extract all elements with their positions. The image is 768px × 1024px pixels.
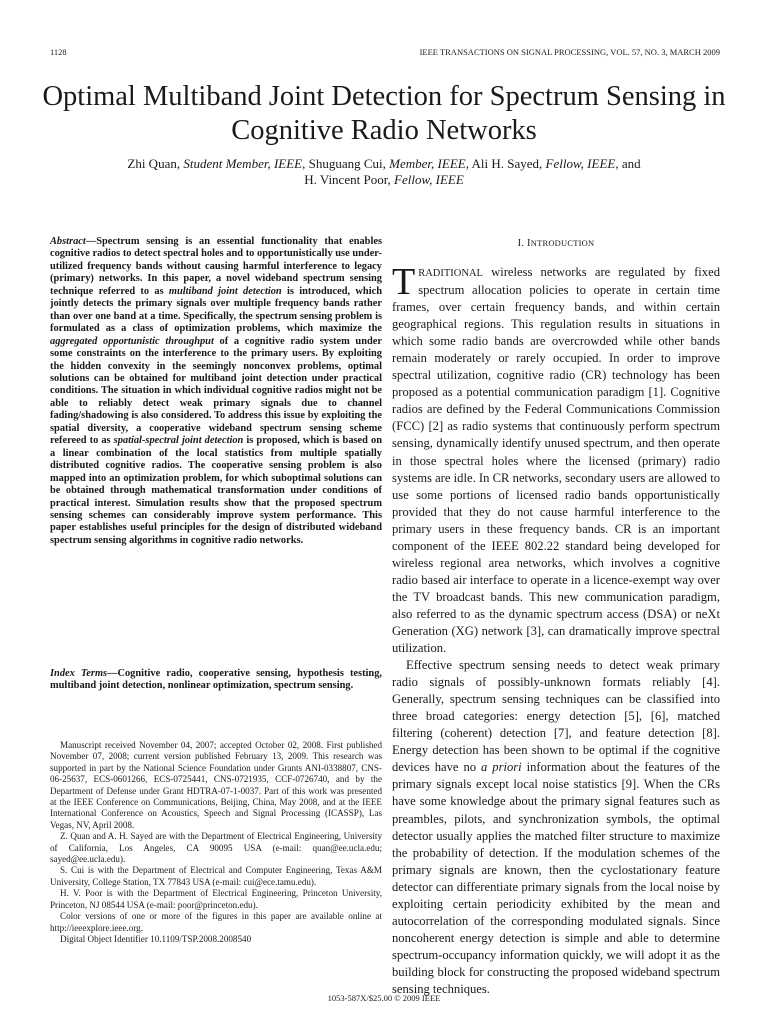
- footnote-affiliation: H. V. Poor is with the Department of Electrical Engineering, Princeton University, Princeton, NJ 08544 USA (e-mail: poor@princeton.edu).: [50, 888, 382, 910]
- section-heading: [392, 238, 720, 249]
- abstract-term: aggregated opportunistic throughput: [50, 335, 214, 347]
- abstract-dash: —: [85, 236, 97, 247]
- italic-phrase: a priori: [481, 760, 522, 775]
- abstract-text: is introduced, which jointly detects the primary signals over multiple frequency bands rather than over one band at a time. Specifically, the spectrum sensing problem is formulated as a class of optimization problems, which maximize the: [50, 285, 382, 335]
- author-name: Shuguang Cui: [308, 156, 383, 171]
- abstract: [50, 236, 382, 547]
- abstract-text: of a cognitive radio system under some constraints on the interference to the primary users. By exploiting the hidden convexity in the seemingly nonconvex problems, optimal solutions can be obtained for multiband joint detection under practical conditions. The situation in which individual cognitive radios might not be able to reliably detect weak primary signals due to channel fading/shadowing is also considered. To address this issue by exploiting the spatial diversity, a cooperative wideband spectrum sensing scheme refereed to as: [50, 335, 382, 447]
- author-role: Student Member, IEEE: [183, 156, 303, 171]
- introduction-text: [392, 261, 720, 998]
- index-terms-heading: Index Terms: [50, 668, 108, 679]
- first-page-footnotes: [50, 740, 382, 945]
- author-role: Fellow, IEEE: [394, 172, 464, 187]
- index-terms-dash: —: [107, 668, 118, 679]
- lead-word: RADITIONAL: [418, 268, 483, 279]
- author-role: Fellow, IEEE: [545, 156, 616, 171]
- author-name: Ali H. Sayed: [471, 156, 540, 171]
- page-number: 1128: [50, 47, 67, 57]
- author-separator: , and: [615, 156, 641, 171]
- section-title-rest: NTRODUCTION: [530, 238, 595, 248]
- abstract-text: is proposed, which is based on a linear combination of the local statistics from multiple spatially distributed cognitive radios. The cooperative sensing problem is also mapped into an optimization problem, for which suboptimal solutions can be obtained through mathematical transformation under conditions of practical interest. Simulation results show that the proposed spectrum sensing schemes can considerably improve system performance. This paper establishes useful principles for the design of distributed wideband spectrum sensing algorithms in cognitive radio networks.: [50, 435, 382, 546]
- author-name: Zhi Quan: [127, 156, 177, 171]
- copyright-footer: 1053-587X/$25.00 © 2009 IEEE: [327, 993, 441, 1003]
- paper-title: Optimal Multiband Joint Detection for Spectrum Sensing in Cognitive Radio Networks: [42, 81, 726, 146]
- paragraph: [392, 261, 720, 657]
- paragraph: [392, 657, 720, 998]
- index-terms-text: Cognitive radio, cooperative sensing, hypothesis testing, multiband joint detection, nonlinear optimization, spectrum sensing.: [50, 668, 382, 692]
- section-number: I.: [517, 238, 528, 249]
- footnote-doi: Digital Object Identifier 10.1109/TSP.2008.2008540: [60, 933, 252, 944]
- running-header: IEEE TRANSACTIONS ON SIGNAL PROCESSING, VOL. 57, NO. 3, MARCH 2009: [419, 47, 720, 57]
- abstract-text: Spectrum sensing is an essential functionality that enables cognitive radios to detect spectral holes and to opportunistically use under-utilized frequency bands without causing harmful interference to legacy (primary) networks. In this paper, a novel wideband spectrum sensing technique referred to as: [50, 236, 382, 297]
- footnote-color-note: Color versions of one or more of the figures in this paper are available online at http://ieeexplore.ieee.org.: [50, 911, 382, 933]
- abstract-heading: Abstract: [50, 236, 86, 247]
- drop-cap: T: [392, 261, 416, 303]
- footnote-affiliation: Z. Quan and A. H. Sayed are with the Department of Electrical Engineering, University of California, Los Angeles, CA 90095 USA (e-mail: quan@ee.ucla.edu; sayed@ee.ucla.edu).: [50, 831, 382, 865]
- paragraph-text: wireless networks are regulated by fixed spectrum allocation policies to operate in certain time frames, over certain frequency bands, and within certain geographical regions. This regulation results in situations in which some radio bands are overcrowded while other bands remain moderately or rarely occupied. In order to improve spectral utilization, cognitive radio (CR) technology has been proposed as a potential communication paradigm [1]. Cognitive radios are defined by the Federal Communications Commission (FCC) [2] as radio systems that continuously perform spectrum sensing, dynamically identify unused spectrum, and then operate in those spectral holes where the licensed (primary) radio systems are idle. In CR networks, secondary users are allowed to use some portions of licensed radio bands opportunistically provided that they do not cause harmful interference to the primary users in these frequency bands. CR is an important component of the IEEE 802.22 standard being developed for wireless regional area networks, which involves a cognitive radio based air interface to operate in a licence-exempt way over the TV broadcast bands. This new communication paradigm, also referred to as the dynamic spectrum access (DSA) or neXt Generation (XG) network [3], can dramatically improve spectral utilization.: [392, 265, 720, 656]
- footnote-manuscript: Manuscript received November 04, 2007; accepted October 02, 2008. First published November 07, 2008; current version published February 13, 2009. This research was supported in part by the National Science Foundation under Grants ANI-0338807, CNS-06-25637, ECS-0601266, ECS-0725441, CNS-0721935, CCF-0726740, and by the Department of Defense under Grant HDTRA-07-1-0037. Part of this work was presented at the IEEE Conference on Communications, Beijing, China, May 2008, and at the IEEE International Conference on Acoustics, Speech and Signal Processing (ICASSP), Las Vegas, NV, April 2008.: [50, 740, 382, 830]
- author-list: Zhi Quan, Student Member, IEEE, Shuguang Cui, Member, IEEE, Ali H. Sayed, Fellow, IEEE, and H. Vincent Poor, Fellow, IEEE: [127, 156, 641, 187]
- footnote-affiliation: S. Cui is with the Department of Electrical and Computer Engineering, Texas A&M University, College Station, TX 77843 USA (e-mail: cui@ece.tamu.edu).: [50, 865, 382, 887]
- author-role: Member, IEEE: [389, 156, 466, 171]
- section-title-initial: I: [527, 238, 531, 249]
- author-separator: ,: [465, 156, 472, 171]
- index-terms: [50, 668, 382, 693]
- abstract-term: spatial-spectral joint detection: [113, 435, 244, 447]
- author-name: H. Vincent Poor: [304, 172, 388, 187]
- paragraph-text: information about the features of the primary signals except local noise statistics [9]. When the CRs have some knowledge about the primary signal features such as preambles, pilots, and synchronization symbols, the optimal detector usually applies the matched filter structure to maximize the probability of detection. If the modulation schemes of the primary signals are known, then the cyclostationary feature detector can differentiate primary signals from the local noise by exploiting certain periodicity exhibited by the mean and autocorrelation of the corresponding modulated signals. Since noncoherent energy detection is simple and able to determine spectrum-occupancy information quickly, we will adopt it as the building block for constructing the proposed wideband spectrum sensing techniques.: [392, 760, 720, 996]
- paragraph-text: Effective spectrum sensing needs to detect weak primary radio signals of possibly-unknown formats reliably [4]. Generally, spectrum sensing techniques can be classified into three broad categories: energy detection [5], [6], matched filtering (coherent) detection [7], and feature detection [8]. Energy detection has been shown to be optimal if the cognitive devices have no: [392, 658, 720, 775]
- abstract-term: multiband joint detection: [168, 285, 282, 297]
- author-separator: ,: [302, 156, 309, 171]
